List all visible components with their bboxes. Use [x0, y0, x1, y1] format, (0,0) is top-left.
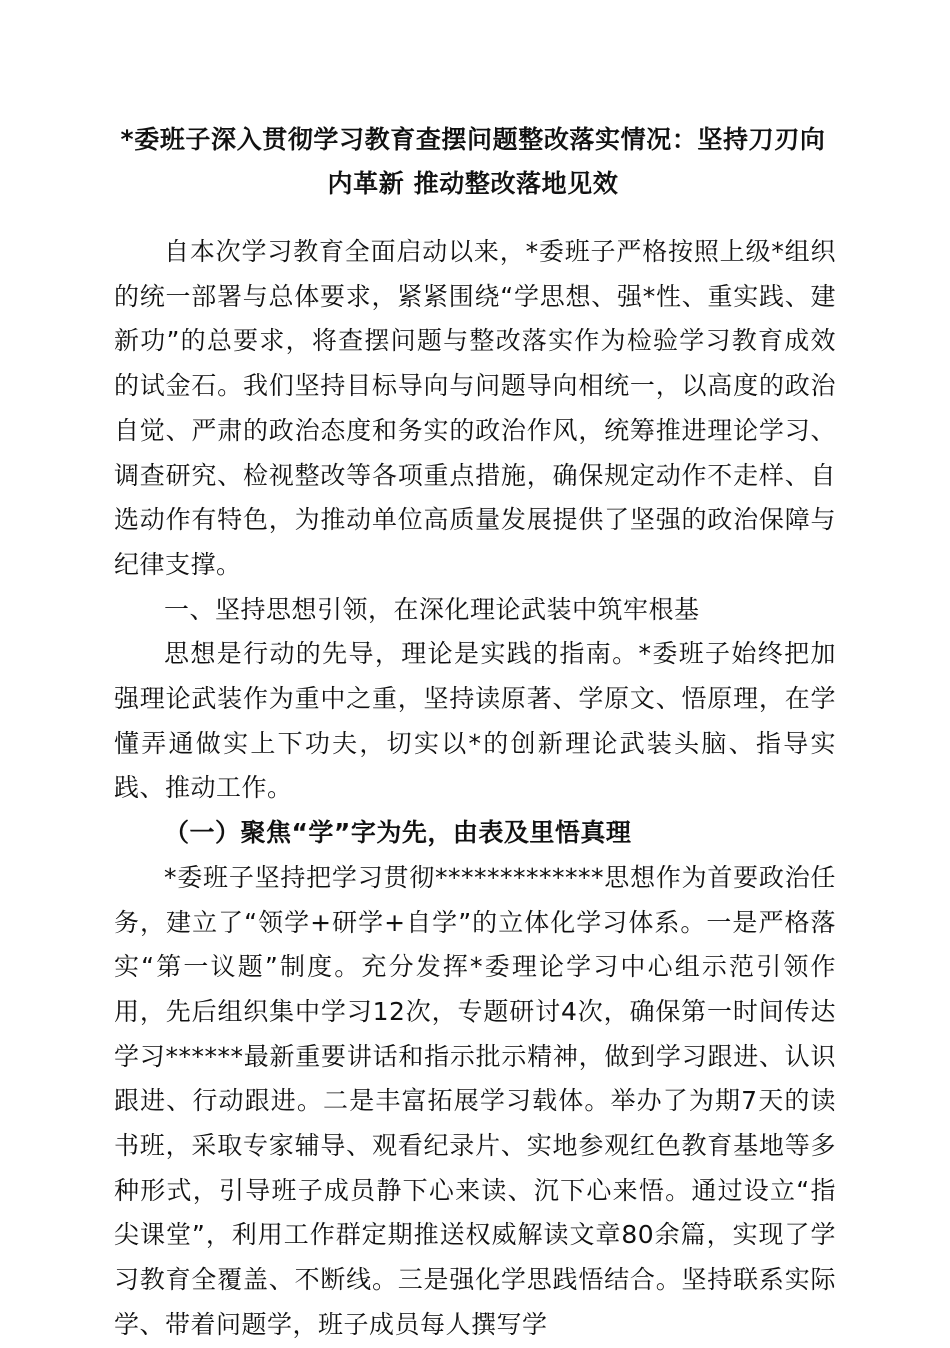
intro-paragraph: 自本次学习教育全面启动以来，*委班子严格按照上级*组织的统一部署与总体要求，紧紧围绕“学思想、强*性、重实践、建新功”的总要求，将查摆问题与整改落实作为检验学习教育成效的试金石。我们坚持目标导向与问题导向相统一，以高度的政治自觉、严肃的政治态度和务实的政治作风，统筹推进理论学习、调查研究、检视整改等各项重点措施，确保规定动作不走样、自选动作有特色，为推动单位高质量发展提供了坚强的政治保障与纪律支撑。 — [114, 237, 836, 579]
document-body — [114, 230, 836, 1348]
subsection-1-paragraph: *委班子坚持把学习贯彻*************思想作为首要政治任务，建立了“领学+研学+自学”的立体化学习体系。一是严格落实“第一议题”制度。充分发挥*委理论学习中心组示范引领作用，先后组织集中学习12次，专题研讨4次，确保第一时间传达学习******最新重要讲话和指示批示精神，做到学习跟进、认识跟进、行动跟进。二是丰富拓展学习载体。举办了为期7天的读书班，采取专家辅导、观看纪录片、实地参观红色教育基地等多种形式，引导班子成员静下心来读、沉下心来悟。通过设立“指尖课堂”，利用工作群定期推送权威解读文章80余篇，实现了学习教育全覆盖、不断线。三是强化学思践悟结合。坚持联系实际学、带着问题学，班子成员每人撰写学 — [114, 862, 836, 1339]
section-heading-1: 一、坚持思想引领，在深化理论武装中筑牢根基 — [164, 594, 700, 624]
section-1-paragraph: 思想是行动的先导，理论是实践的指南。*委班子始终把加强理论武装作为重中之重，坚持读原著、学原文、悟原理，在学懂弄通做实上下功夫，切实以*的创新理论武装头脑、指导实践、推动工作。 — [114, 639, 836, 803]
document-title: *委班子深入贯彻学习教育查摆问题整改落实情况：坚持刀刃向内革新 推动整改落地见效 — [120, 125, 826, 198]
subsection-heading-1: （一）聚焦“学”字为先，由表及里悟真理 — [164, 818, 632, 848]
